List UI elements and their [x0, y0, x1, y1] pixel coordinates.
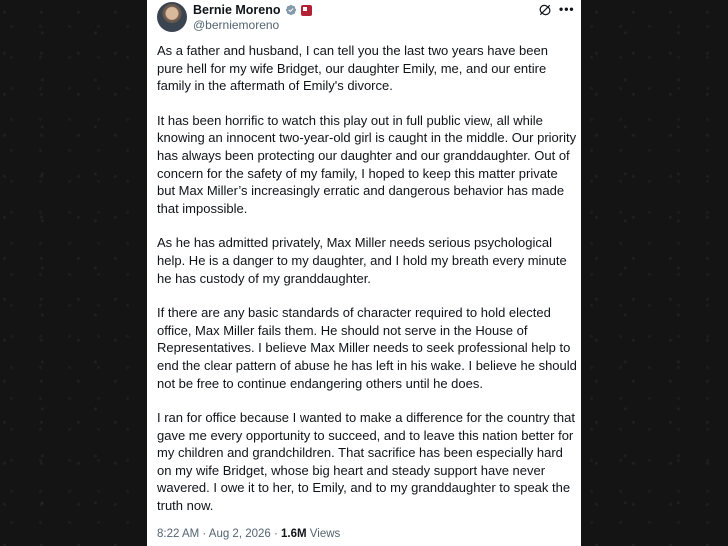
- post-paragraph: If there are any basic standards of character required to hold elected office, Max Miller fails them. He should not serve in the House of Representatives. I believe Max Miller needs to seek professional help to end the clear pattern of abuse he has left in his wake. I believe he should not be free to continue endangering others until he does.: [157, 305, 577, 391]
- post-card: [147, 0, 581, 546]
- author-name[interactable]: Bernie Moreno: [193, 3, 281, 17]
- flag-badge-icon: [301, 5, 312, 16]
- author-name-row: [193, 3, 312, 17]
- views-label: Views: [306, 528, 341, 540]
- author-handle[interactable]: @berniemoreno: [193, 18, 280, 32]
- post-timestamp[interactable]: 8:22 AM · Aug 2, 2026 ·: [157, 528, 282, 540]
- post-paragraph: I ran for office because I wanted to make a difference for the country that gave me every opportunity to succeed, and to leave this nation better for my children and grandchildren. That sacrifice has been especially hard on my wife Bridget, whose big heart and steady support have never wavered. I owe it to her, to Emily, and to my granddaughter to speak the truth now.: [157, 410, 575, 514]
- post-header: [147, 0, 581, 36]
- avatar[interactable]: [157, 2, 187, 32]
- post-meta: [157, 528, 340, 540]
- post-text: [157, 42, 577, 515]
- post-paragraph: It has been horrific to watch this play out in full public view, all while knowing an innocent two-year-old girl is caught in the middle. Our priority has always been protecting our daughter and our granddaughter. Out of concern for the safety of my family, I hoped to keep this matter private but Max Miller’s increasingly erratic and dangerous behavior has made that impossible.: [157, 112, 577, 216]
- post-paragraph: As a father and husband, I can tell you the last two years have been pure hell for my wife Bridget, our daughter Emily, me, and our entire family in the aftermath of Emily's divorce.: [157, 43, 548, 94]
- grok-icon[interactable]: [538, 3, 552, 17]
- verified-badge-icon: [285, 4, 297, 16]
- more-icon[interactable]: •••: [559, 2, 575, 16]
- views-count: 1.6M: [281, 528, 307, 540]
- post-paragraph: As he has admitted privately, Max Miller needs serious psychological help. He is a danger to my daughter, and I hold my breath every minute he has custody of my granddaughter.: [157, 235, 567, 286]
